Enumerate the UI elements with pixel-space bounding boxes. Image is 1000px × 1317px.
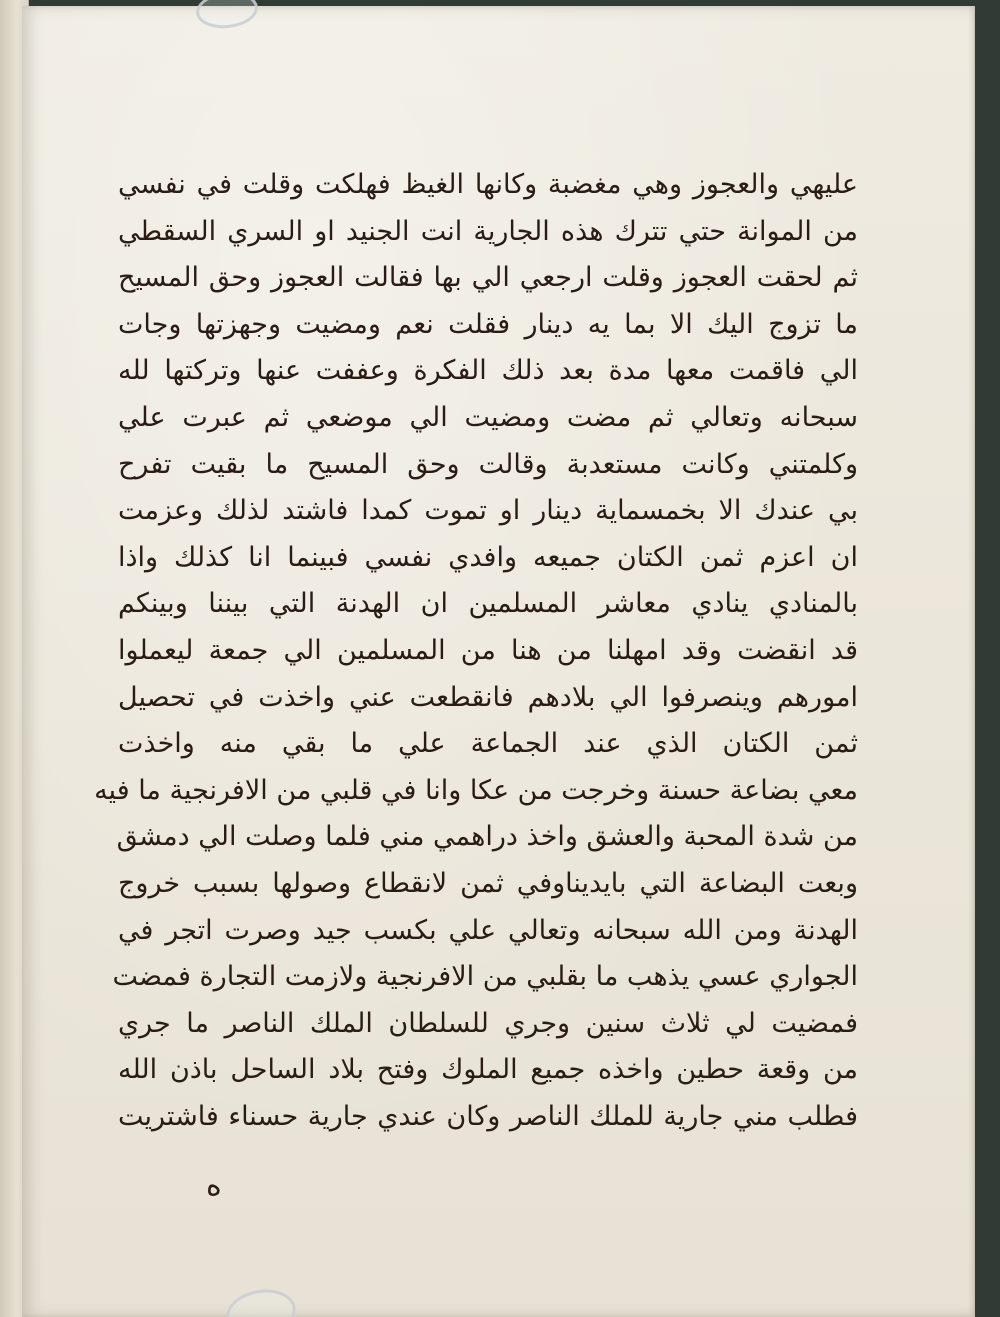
text-line: سبحانه وتعالي ثم مضت ومضيت الي موضعي ثم عبرت علي [118, 401, 858, 433]
text-line: عليهي والعجوز وهي مغضبة وكانها الغيظ فهلكت وقلت في نفسي [118, 169, 858, 200]
text-line: وبعت البضاعة التي بايديناوفي ثمن لانقطاع وصولها بسبب خروج [118, 867, 858, 899]
text-block [94, 162, 858, 1140]
text-line: ما تزوج اليك الا بما يه دينار فقلت نعم ومضيت وجهزتها وجات [118, 308, 858, 340]
text-line: ثم لحقت العجوز وقلت ارجعي الي بها فقالت العجوز وحق المسيح [118, 262, 858, 294]
text-line: الهدنة ومن الله سبحانه وتعالي علي بكسب جيد وصرت اتجر في [118, 914, 858, 946]
text-line: بي عندك الا بخمسماية دينار او تموت كمدا فاشتد لذلك وعزمت [118, 495, 858, 527]
text-line: فطلب مني جارية للملك الناصر وكان عندي جارية حسناء فاشتريت [118, 1100, 858, 1132]
text-line: امورهم وينصرفوا الي بلادهم فانقطعت عني واخذت في تحصيل [118, 681, 858, 713]
text-line: من الموانة حتي تترك هذه الجارية انت الجنيد او السري السقطي [118, 215, 858, 247]
text-line: فمضيت لي ثلاث سنين وجري للسلطان الملك الناصر ما جري [118, 1007, 858, 1039]
text-line: قد انقضت وقد امهلنا من هنا من المسلمين الي جمعة ليعملوا [118, 634, 858, 666]
text-line: ان اعزم ثمن الكتان جميعه وافدي نفسي فبينما انا كذلك واذا [118, 541, 858, 573]
text-line: ثمن الكتان الذي عند الجماعة علي ما بقي منه واخذت [118, 728, 858, 760]
text-line: من وقعة حطين واخذه جميع الملوك وفتح بلاد الساحل باذن الله [118, 1054, 858, 1086]
text-line: الي فاقمت معها مدة بعد ذلك الفكرة وعففت عنها وتركتها لله [118, 355, 858, 387]
manuscript-page [22, 6, 975, 1317]
text-line: وكلمتني وكانت مستعدبة وقالت وحق المسيح ما بقيت تفرح [118, 448, 858, 480]
folio-mark: ه [206, 1168, 222, 1203]
text-line: بالمنادي ينادي معاشر المسلمين ان الهدنة التي بيننا وبينكم [118, 588, 858, 620]
text-line: الجواري عسي يذهب ما بقلبي من الافرنجية ولازمت التجارة فمضت [112, 961, 858, 993]
text-line: من شدة المحبة والعشق واخذ دراهمي مني فلما وصلت الي دمشق [116, 821, 858, 853]
text-line: معي بضاعة حسنة وخرجت من عكا وانا في قلبي من الافرنجية ما فيه [94, 774, 858, 806]
